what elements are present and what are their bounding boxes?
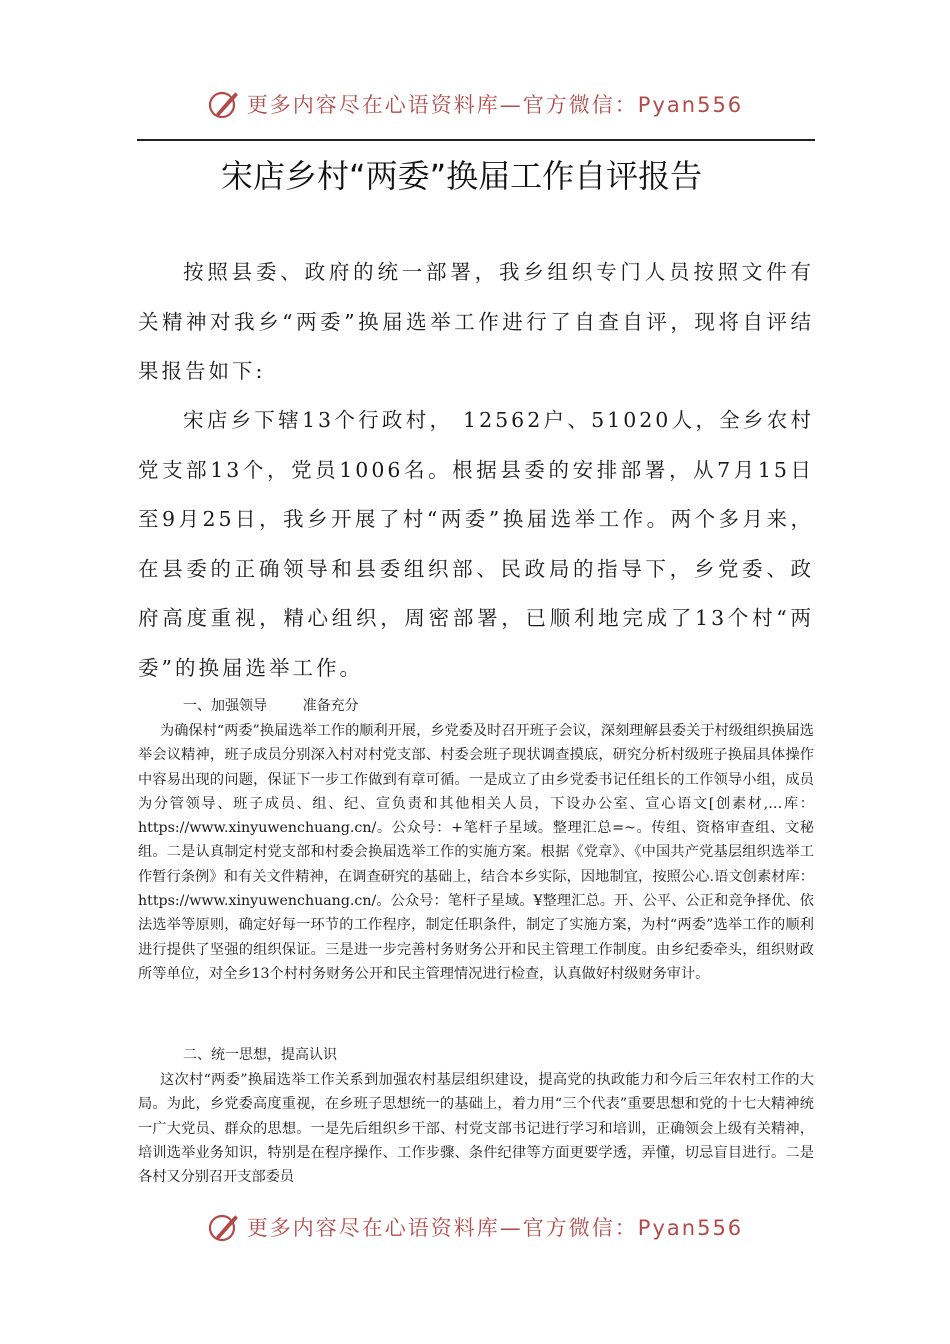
header-divider (137, 139, 815, 141)
watermark-text: 更多内容尽在心语资料库—官方微信：Pyan556 (246, 93, 744, 117)
footer-watermark-banner (0, 1207, 950, 1247)
header-watermark-banner (0, 84, 950, 124)
quill-pen-logo-icon (207, 1210, 241, 1244)
section-body-1: 为确保村“两委”换届选举工作的顺利开展，乡党委及时召开班子会议，深刻理解县委关于村级组织换届选举会议精神，班子成员分别深入村对村党支部、村委会班子现状调查摸底，研究分析村级班子换届具体操作中容易出现的问题，保证下一步工作做到有章可循。一是成立了由乡党委书记任组长的工作领导小组，成员为分管领导、班子成员、组、纪、宣负责和其他相关人员，下设办公室、宣心语文[创素材,…库：https://www.xinyuwenchuang.cn/。公众号：+笔杆子星域。整理汇总=~。传组、资格审查组、文秘组。二是认真制定村党支部和村委会换届选举工作的实施方案。根据《党章》、《中国共产党基层组织选举工作暂行条例》和有关文件精神，在调查研究的基础上，结合本乡实际，因地制宜，按照公心.语文创素材库：https://www.xinyuwenchuang.cn/。公众号：笔杆子星域。¥整理汇总。开、公平、公正和竞争择优、依法选举等原则，确定好每一环节的工作程序，制定任职条件，制定了实施方案，为村“两委”选举工作的顺利进行提供了坚强的组织保证。三是进一步完善村务财务公开和民主管理工作制度。由乡纪委牵头，组织财政所等单位，对全乡13个村村务财务公开和民主管理情况进行检查，认真做好村级财务审计。 (138, 723, 814, 982)
overview-paragraph: 宋店乡下辖13个行政村， 12562户、51020人，全乡农村党支部13个，党员1006名。根据县委的安排部署，从7月15日至9月25日，我乡开展了村“两委”换届选举工作。两个多月来，在县委的正确领导和县委组织部、民政局的指导下，乡党委、政府高度重视，精心组织，周密部署，已顺利地完成了13个村“两委”的换届选举工作。 (138, 408, 814, 680)
watermark-text: 更多内容尽在心语资料库—官方微信：Pyan556 (246, 1216, 744, 1240)
section-body-2: 这次村“两委”换届选举工作关系到加强农村基层组织建设，提高党的执政能力和今后三年农村工作的大局。为此，乡党委高度重视，在乡班子思想统一的基础上，着力用“三个代表”重要思想和党的十七大精神统一广大党员、群众的思想。一是先后组织乡干部、村党支部书记进行学习和培训，正确领会上级有关精神，培训选举业务知识，特别是在程序操作、工作步骤、条件纪律等方面更要学透，弄懂，切忌盲目进行。二是各村又分别召开支部委员 (138, 1072, 814, 1186)
document-title: 宋店乡村“两委”换届工作自评报告 (221, 157, 703, 195)
intro-paragraph: 按照县委、政府的统一部署，我乡组织专门人员按照文件有关精神对我乡“两委”换届选举工作进行了自查自评，现将自评结果报告如下: (138, 260, 814, 383)
section-heading-1: 一、加强领导 准备充分 (183, 698, 359, 714)
quill-pen-logo-icon (207, 87, 241, 121)
section-heading-2: 二、统一思想，提高认识 (183, 1047, 337, 1063)
